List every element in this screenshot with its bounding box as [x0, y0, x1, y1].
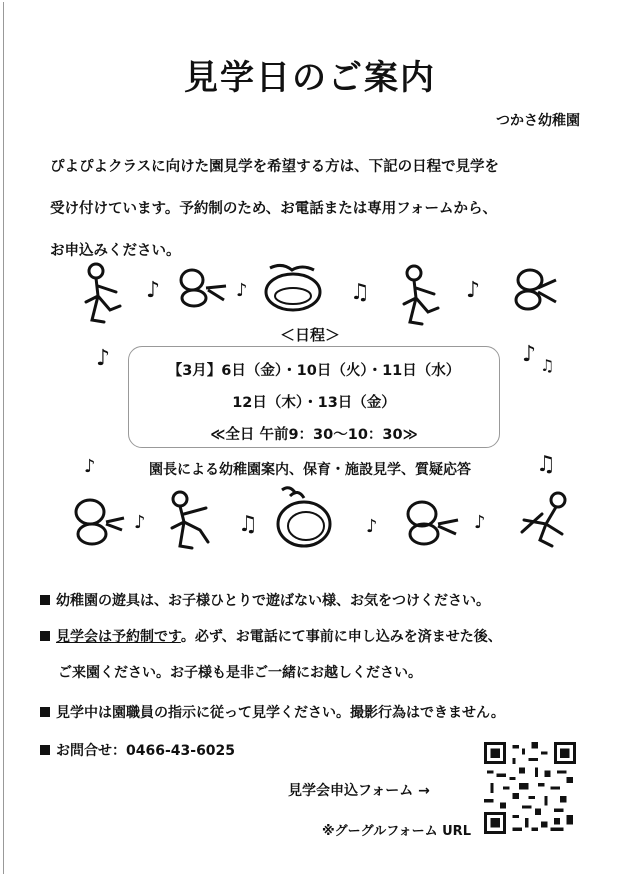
intro-line: 受け付けています。予約制のため、お電話または専用フォームから、 — [50, 201, 498, 217]
schedule-dates-line: 12日（木）・13日（金） — [232, 395, 396, 411]
music-note-icon: ♫ — [536, 452, 556, 477]
dancing-child-icon — [398, 264, 444, 330]
note-text: 。必ず、お電話にて事前に申し込みを済ませた後、 — [180, 629, 502, 645]
music-note-icon: ♫ — [238, 512, 258, 537]
note-text: 見学中は園職員の指示に従って見学ください。撮影行為はできません。 — [56, 705, 505, 721]
reservation-required-text: 見学会は予約制です — [56, 629, 181, 645]
bullet-square-icon — [40, 631, 50, 641]
contact-info — [40, 740, 235, 760]
qr-code[interactable] — [484, 742, 576, 834]
intro-line: ぴよぴよクラスに向けた園見学を希望する方は、下記の日程で見学を — [50, 159, 500, 175]
music-note-icon: ♪ — [366, 516, 378, 537]
organization-name: つかさ幼稚園 — [496, 113, 580, 129]
google-form-note: ※グーグルフォーム URL — [322, 824, 471, 839]
note-text: 幼稚園の遊具は、お子様ひとりで遊ばない様、お気をつけください。 — [56, 593, 490, 609]
music-note-icon: ♪ — [146, 278, 161, 303]
tambourine-icon — [268, 484, 338, 554]
schedule-dates-line: 【3月】6日（金）・10日（火）・11日（水） — [167, 363, 461, 379]
schedule-label: ＜日程＞ — [279, 326, 340, 344]
page-title: 見学日のご案内 — [184, 58, 436, 98]
music-note-icon: ♪ — [96, 346, 111, 371]
dancing-child-icon — [166, 490, 216, 552]
music-note-icon: ♫ — [540, 356, 555, 375]
schedule-box — [128, 346, 500, 448]
note-item — [40, 702, 505, 722]
bullet-square-icon — [40, 707, 50, 717]
visit-content: 園長による幼稚園案内、保育・施設見学、質疑応答 — [149, 462, 471, 478]
bullet-square-icon — [40, 595, 50, 605]
note-item — [40, 626, 502, 646]
butterfly-icon — [508, 266, 560, 314]
music-note-icon: ♫ — [350, 280, 370, 305]
application-form-link: 見学会申込フォーム → — [288, 783, 430, 799]
tambourine-icon — [262, 262, 324, 314]
dancing-child-icon — [512, 490, 572, 552]
note-item — [40, 590, 490, 610]
music-note-icon: ♪ — [474, 512, 486, 533]
contact-phone: お問合せ：0466-43-6025 — [56, 743, 236, 759]
intro-line: お申込みください。 — [50, 243, 181, 259]
butterfly-icon — [404, 494, 462, 550]
bullet-square-icon — [40, 745, 50, 755]
music-note-icon: ♪ — [522, 342, 537, 367]
schedule-time: ≪全日 午前9：30～10：30≫ — [210, 427, 418, 443]
music-note-icon: ♪ — [466, 278, 481, 303]
intro-text — [50, 146, 590, 272]
music-note-icon: ♪ — [236, 280, 248, 301]
dancing-child-icon — [80, 262, 126, 328]
note-continuation: ご来園ください。お子様も是非ご一緒にお越しください。 — [58, 665, 422, 681]
butterfly-icon — [178, 266, 230, 310]
butterfly-icon — [72, 494, 128, 550]
music-note-icon: ♪ — [84, 456, 96, 477]
music-note-icon: ♪ — [134, 512, 146, 533]
